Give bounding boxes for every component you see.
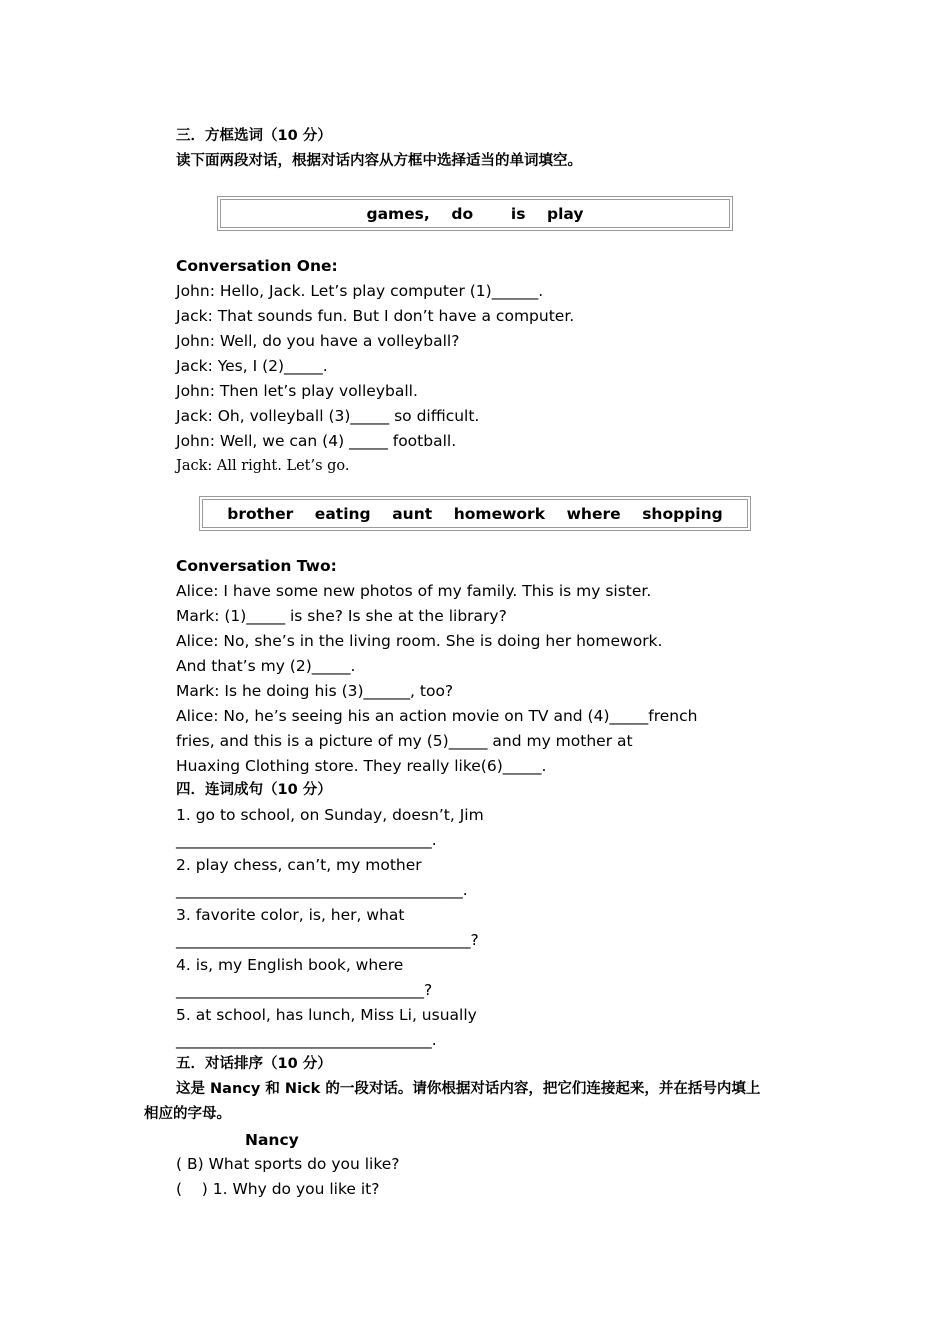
speaker-label: Nancy xyxy=(245,1131,299,1149)
conversation-one-title: Conversation One: xyxy=(176,257,338,275)
conversation-two-line: fries, and this is a picture of my (5)_____ and my mother at xyxy=(176,732,633,750)
conversation-two-line: Alice: I have some new photos of my family. This is my sister. xyxy=(176,582,652,600)
answer-blank[interactable]: _________________________________. xyxy=(176,1031,437,1049)
sentence-prompt: 2. play chess, can’t, my mother xyxy=(176,856,422,874)
word-box-2-words: brother eating aunt homework where shopping xyxy=(202,499,748,528)
conversation-two-line: Huaxing Clothing store. They really like(6)_____. xyxy=(176,757,547,775)
conversation-two-line: Alice: No, she’s in the living room. She is doing her homework. xyxy=(176,632,663,650)
section3-heading: 三．方框选词（10 分） xyxy=(176,128,332,144)
answer-blank[interactable]: _____________________________________. xyxy=(176,881,468,899)
conversation-two-line: Mark: (1)_____ is she? Is she at the library? xyxy=(176,607,507,625)
conversation-two-title: Conversation Two: xyxy=(176,557,337,575)
conversation-one-line: Jack: Oh, volleyball (3)_____ so difficult. xyxy=(176,407,480,425)
conversation-one-line: John: Well, do you have a volleyball? xyxy=(176,332,460,350)
word-box-1-words: games, do is play xyxy=(220,199,730,228)
conversation-one-line: Jack: Yes, I (2)_____. xyxy=(176,357,328,375)
conversation-one-line: John: Hello, Jack. Let’s play computer (1)______. xyxy=(176,282,544,300)
conversation-one-line: Jack: All right. Let’s go. xyxy=(176,458,350,474)
section5-instruction-cont: 相应的字母。 xyxy=(144,1106,231,1122)
section5-instruction: 这是 Nancy 和 Nick 的一段对话。请你根据对话内容，把它们连接起来，并在括号内填上 xyxy=(176,1081,761,1097)
answer-blank[interactable]: ________________________________? xyxy=(176,981,433,999)
conversation-two-line: Mark: Is he doing his (3)______, too? xyxy=(176,682,454,700)
conversation-one-line: John: Well, we can (4) _____ football. xyxy=(176,432,457,450)
sentence-prompt: 5. at school, has lunch, Miss Li, usually xyxy=(176,1006,477,1024)
conversation-one-line: Jack: That sounds fun. But I don’t have a computer. xyxy=(176,307,575,325)
section5-heading: 五．对话排序（10 分） xyxy=(176,1056,332,1072)
conversation-two-line: Alice: No, he’s seeing his an action movie on TV and (4)_____french xyxy=(176,707,698,725)
section3-instruction: 读下面两段对话，根据对话内容从方框中选择适当的单词填空。 xyxy=(176,153,582,169)
dialogue-line: ( B) What sports do you like? xyxy=(176,1155,400,1173)
sentence-prompt: 4. is, my English book, where xyxy=(176,956,404,974)
conversation-two-line: And that’s my (2)_____. xyxy=(176,657,356,675)
word-box-1 xyxy=(217,196,733,231)
answer-blank[interactable]: _________________________________. xyxy=(176,831,437,849)
sentence-prompt: 1. go to school, on Sunday, doesn’t, Jim xyxy=(176,806,484,824)
conversation-one-line: John: Then let’s play volleyball. xyxy=(176,382,418,400)
answer-blank[interactable]: ______________________________________? xyxy=(176,931,479,949)
dialogue-line: ( ) 1. Why do you like it? xyxy=(176,1180,380,1198)
word-box-2 xyxy=(199,496,751,531)
sentence-prompt: 3. favorite color, is, her, what xyxy=(176,906,405,924)
section4-heading: 四．连词成句（10 分） xyxy=(176,782,332,798)
